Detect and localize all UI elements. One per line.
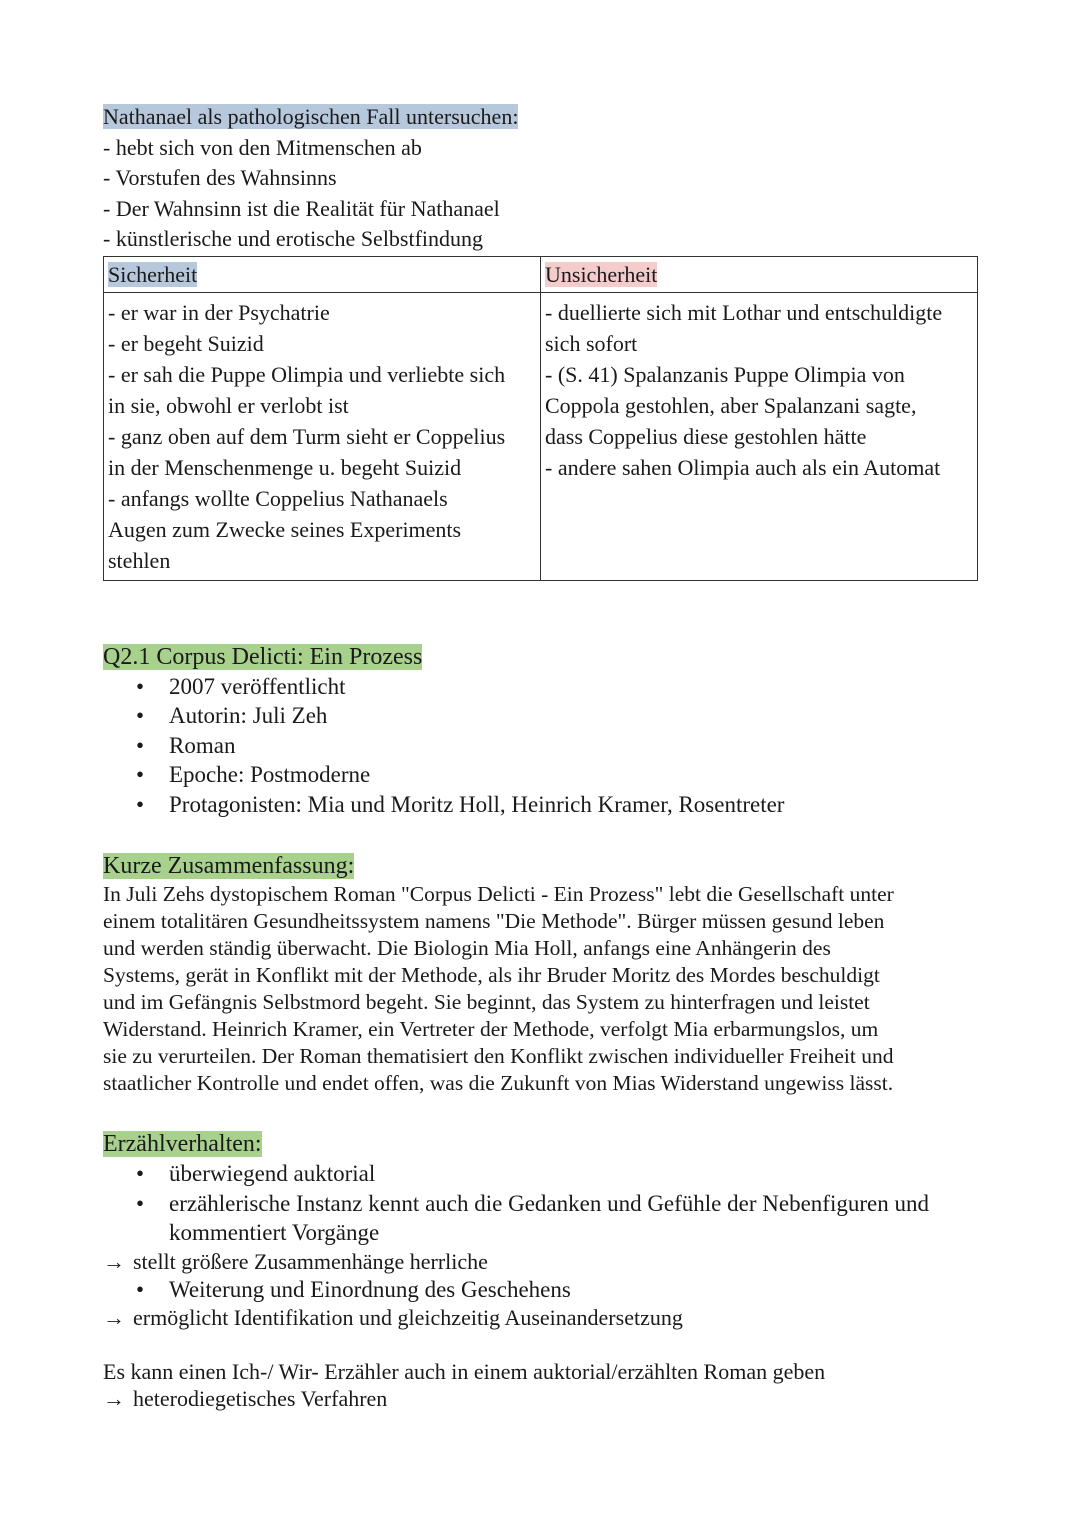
- section1-heading-line: [103, 102, 978, 133]
- arrow-line: → ermöglicht Identifikation und gleichzeitig Auseinandersetzung: [103, 1305, 683, 1330]
- list-item: • Roman: [136, 732, 236, 758]
- list-item: • Protagonisten: Mia und Moritz Holl, Heinrich Kramer, Rosentreter: [136, 791, 785, 817]
- erzaehl-list: [103, 1159, 978, 1248]
- arrow-icon: →: [103, 1248, 125, 1274]
- list-item: • Weiterung und Einordnung des Geschehens: [136, 1276, 571, 1302]
- erzaehl-heading-line: [103, 1129, 978, 1159]
- arrow-line: → stellt größere Zusammenhänge herrliche: [103, 1248, 488, 1274]
- list-item: • 2007 veröffentlicht: [136, 673, 346, 699]
- unsicherheit-cell: - duellierte sich mit Lothar und entschuldigte sich sofort - (S. 41) Spalanzanis Puppe Olimpia von Coppola gestohlen, aber Spalanzani sagte, dass Coppelius diese gestohlen hätte - andere sahen Olimpia auch als ein Automat: [541, 292, 978, 580]
- comparison-table: [103, 256, 978, 581]
- list-item: • Autorin: Juli Zeh: [136, 703, 328, 728]
- header-unsicherheit: Unsicherheit: [541, 256, 978, 292]
- arrow-line: → heterodiegetisches Verfahren: [103, 1386, 388, 1411]
- section1-item: - Der Wahnsinn ist die Realität für Nathanael: [103, 195, 500, 221]
- section1-item: - hebt sich von den Mitmenschen ab: [103, 134, 422, 160]
- closing-line: Es kann einen Ich-/ Wir- Erzähler auch in einem auktorial/erzählten Roman geben: [103, 1359, 826, 1384]
- summary-paragraph: In Juli Zehs dystopischem Roman "Corpus Delicti - Ein Prozess" lebt die Gesellschaft unter einem totalitären Gesundheitssystem namens "Die Methode". Bürger müssen gesund leben und werden ständig überwacht. Die Biologin Mia Holl, anfangs eine Anhängerin des Systems, gerät in Konflikt mit der Methode, als ihr Bruder Moritz des Mordes beschuldigt und im Gefängnis Selbstmord begeht. Sie beginnt, das System zu hinterfragen und leistet Widerstand. Heinrich Kramer, ein Vertreter der Methode, verfolgt Mia erbarmungslos, um sie zu verurteilen. Der Roman thematisiert den Konflikt zwischen individueller Freiheit und staatlicher Kontrolle und endet offen, was die Zukunft von Mias Widerstand ungewiss lässt.: [103, 882, 894, 1095]
- summary-heading: Kurze Zusammenfassung:: [103, 853, 355, 879]
- table-row: [104, 292, 978, 580]
- summary-heading-line: [103, 851, 978, 881]
- list-item: • überwiegend auktorial: [136, 1161, 376, 1186]
- erzaehl-sublist: [103, 1275, 978, 1305]
- section1-item: - Vorstufen des Wahnsinns: [103, 165, 337, 190]
- erzaehl-heading: Erzählverhalten:: [103, 1131, 262, 1157]
- header-sicherheit: Sicherheit: [104, 256, 541, 292]
- section1-item: - künstlerische und erotische Selbstfindung: [103, 226, 484, 251]
- list-item: • Epoche: Postmoderne: [136, 762, 371, 787]
- document-page: [103, 102, 978, 1412]
- arrow-icon: →: [103, 1305, 125, 1330]
- section2-heading: Q2.1 Corpus Delicti: Ein Prozess: [103, 643, 423, 670]
- arrow-icon: →: [103, 1386, 125, 1411]
- list-item-continuation: kommentiert Vorgänge: [169, 1220, 380, 1245]
- section2-heading-line: [103, 642, 978, 672]
- list-item: • erzählerische Instanz kennt auch die Gedanken und Gefühle der Nebenfiguren und: [136, 1190, 929, 1216]
- table-header-row: [104, 256, 978, 292]
- facts-list: [103, 672, 978, 820]
- sicherheit-cell: - er war in der Psychatrie - er begeht Suizid - er sah die Puppe Olimpia und verliebte sich in sie, obwohl er verlobt ist - ganz oben auf dem Turm sieht er Coppelius in der Menschenmenge u. begeht Suizid - anfangs wollte Coppelius Nathanaels Augen zum Zwecke seines Experiments stehlen: [104, 292, 541, 580]
- section1-heading: Nathanael als pathologischen Fall untersuchen:: [103, 104, 519, 129]
